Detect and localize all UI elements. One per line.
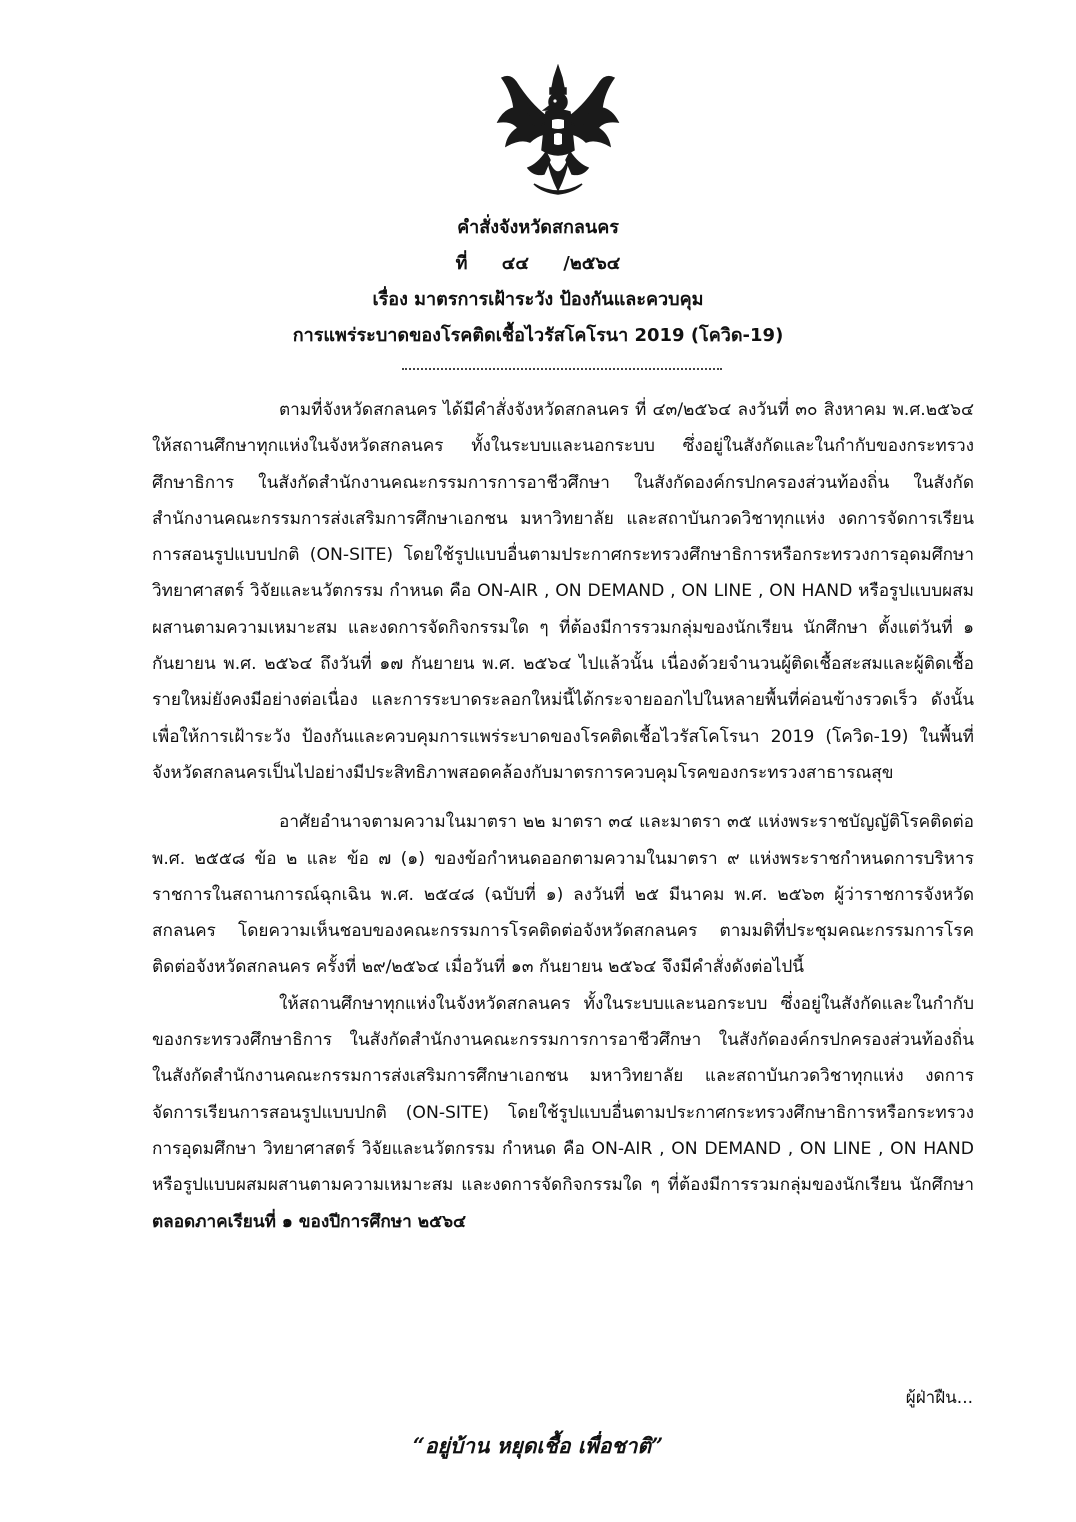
order-number: ที่ ๔๔ /๒๕๖๔ <box>455 253 621 274</box>
garuda-emblem-icon <box>494 64 622 198</box>
paragraph-3 <box>152 986 974 1240</box>
continuation-marker: ผู้ฝ่าฝืน... <box>905 1388 973 1408</box>
paragraph-3-text: ให้สถานศึกษาทุกแห่งในจังหวัดสกลนคร ทั้งในระบบและนอกระบบ ซึ่งอยู่ในสังกัดและในกำกับของกระทรวงศึกษาธิการ ในสังกัดสำนักงานคณะกรรมการการอาชีวศึกษา ในสังกัดองค์กรปกครองส่วนท้องถิ่น ในสังกัดสำนักงานคณะกรรมการส่งเสริมการศึกษาเอกชน มหาวิทยาลัย และสถาบันกวดวิชาทุกแห่ง งดการจัดการเรียนการสอนรูปแบบปกติ (ON-SITE) โดยใช้รูปแบบอื่นตามประกาศกระทรวงศึกษาธิการหรือกระทรวงการอุดมศึกษา วิทยาศาสตร์ วิจัยและนวัตกรรม กำหนด คือ ON-AIR , ON DEMAND , ON LINE , ON HAND หรือรูปแบบผสมผสานตามความเหมาะสม และงดการจัดกิจกรรมใด ๆ ที่ต้องมีการรวมกลุ่มของนักเรียน นักศึกษา <box>152 993 974 1196</box>
paragraph-1: ตามที่จังหวัดสกลนคร ได้มีคำสั่งจังหวัดสกลนคร ที่ ๔๓/๒๕๖๔ ลงวันที่ ๓๐ สิงหาคม พ.ศ.๒๕๖๔ ให้สถานศึกษาทุกแห่งในจังหวัดสกลนคร ทั้งในระบบและนอกระบบ ซึ่งอยู่ในสังกัดและในกำกับของกระทรวงศึกษาธิการ ในสังกัดสำนักงานคณะกรรมการการอาชีวศึกษา ในสังกัดองค์กรปกครองส่วนท้องถิ่น ในสังกัดสำนักงานคณะกรรมการส่งเสริมการศึกษาเอกชน มหาวิทยาลัย และสถาบันกวดวิชาทุกแห่ง งดการจัดการเรียนการสอนรูปแบบปกติ (ON-SITE) โดยใช้รูปแบบอื่นตามประกาศกระทรวงศึกษาธิการหรือกระทรวงการอุดมศึกษา วิทยาศาสตร์ วิจัยและนวัตกรรม กำหนด คือ ON-AIR , ON DEMAND , ON LINE , ON HAND หรือรูปแบบผสมผสานตามความเหมาะสม และงดการจัดกิจกรรมใด ๆ ที่ต้องมีการรวมกลุ่มของนักเรียน นักศึกษา ตั้งแต่วันที่ ๑ กันยายน พ.ศ. ๒๕๖๔ ถึงวันที่ ๑๗ กันยายน พ.ศ. ๒๕๖๔ ไปแล้วนั้น เนื่องด้วยจำนวนผู้ติดเชื้อสะสมและผู้ติดเชื้อรายใหม่ยังคงมีอย่างต่อเนื่อง และการระบาดระลอกใหม่นี้ได้กระจายออกไปในหลายพื้นที่ค่อนข้างรวดเร็ว ดังนั้นเพื่อให้การเฝ้าระวัง ป้องกันและควบคุมการแพร่ระบาดของโรคติดเชื้อไวรัสโคโรนา 2019 (โควิด-19) ในพื้นที่จังหวัดสกลนครเป็นไปอย่างมีประสิทธิภาพสอดคล้องกับมาตรการควบคุมโรคของกระทรวงสาธารณสุข <box>152 400 974 783</box>
paragraph-3-bold: ตลอดภาคเรียนที่ ๑ ของปีการศึกษา ๒๕๖๔ <box>152 1211 466 1232</box>
paragraph-2: อาศัยอำนาจตามความในมาตรา ๒๒ มาตรา ๓๔ และมาตรา ๓๕ แห่งพระราชบัญญัติโรคติดต่อ พ.ศ. ๒๕๕๘ ข้อ ๒ และ ข้อ ๗ (๑) ของข้อกำหนดออกตามความในมาตรา ๙ แห่งพระราชกำหนดการบริหารราชการในสถานการณ์ฉุกเฉิน พ.ศ. ๒๕๔๘ (ฉบับที่ ๑) ลงวันที่ ๒๕ มีนาคม พ.ศ. ๒๕๖๓ ผู้ว่าราชการจังหวัดสกลนคร โดยความเห็นชอบของคณะกรรมการโรคติดต่อจังหวัดสกลนคร ตามมติที่ประชุมคณะกรรมการโรคติดต่อจังหวัดสกลนคร ครั้งที่ ๒๙/๒๕๖๔ เมื่อวันที่ ๑๓ กันยายน ๒๕๖๔ จึงมีคำสั่งดังต่อไปนี้ <box>152 812 974 978</box>
subject-line-2: การแพร่ระบาดของโรคติดเชื้อไวรัสโคโรนา 2019 (โควิด-19) <box>292 325 784 346</box>
document-body <box>152 392 974 1240</box>
document-header <box>0 210 1076 354</box>
subject-line-1: เรื่อง มาตรการเฝ้าระวัง ป้องกันและควบคุม <box>372 289 704 310</box>
dotted-divider <box>402 362 722 370</box>
slogan: “อยู่บ้าน หยุดเชื้อ เพื่อชาติ” <box>412 1433 664 1458</box>
order-title: คำสั่งจังหวัดสกลนคร <box>457 217 619 238</box>
